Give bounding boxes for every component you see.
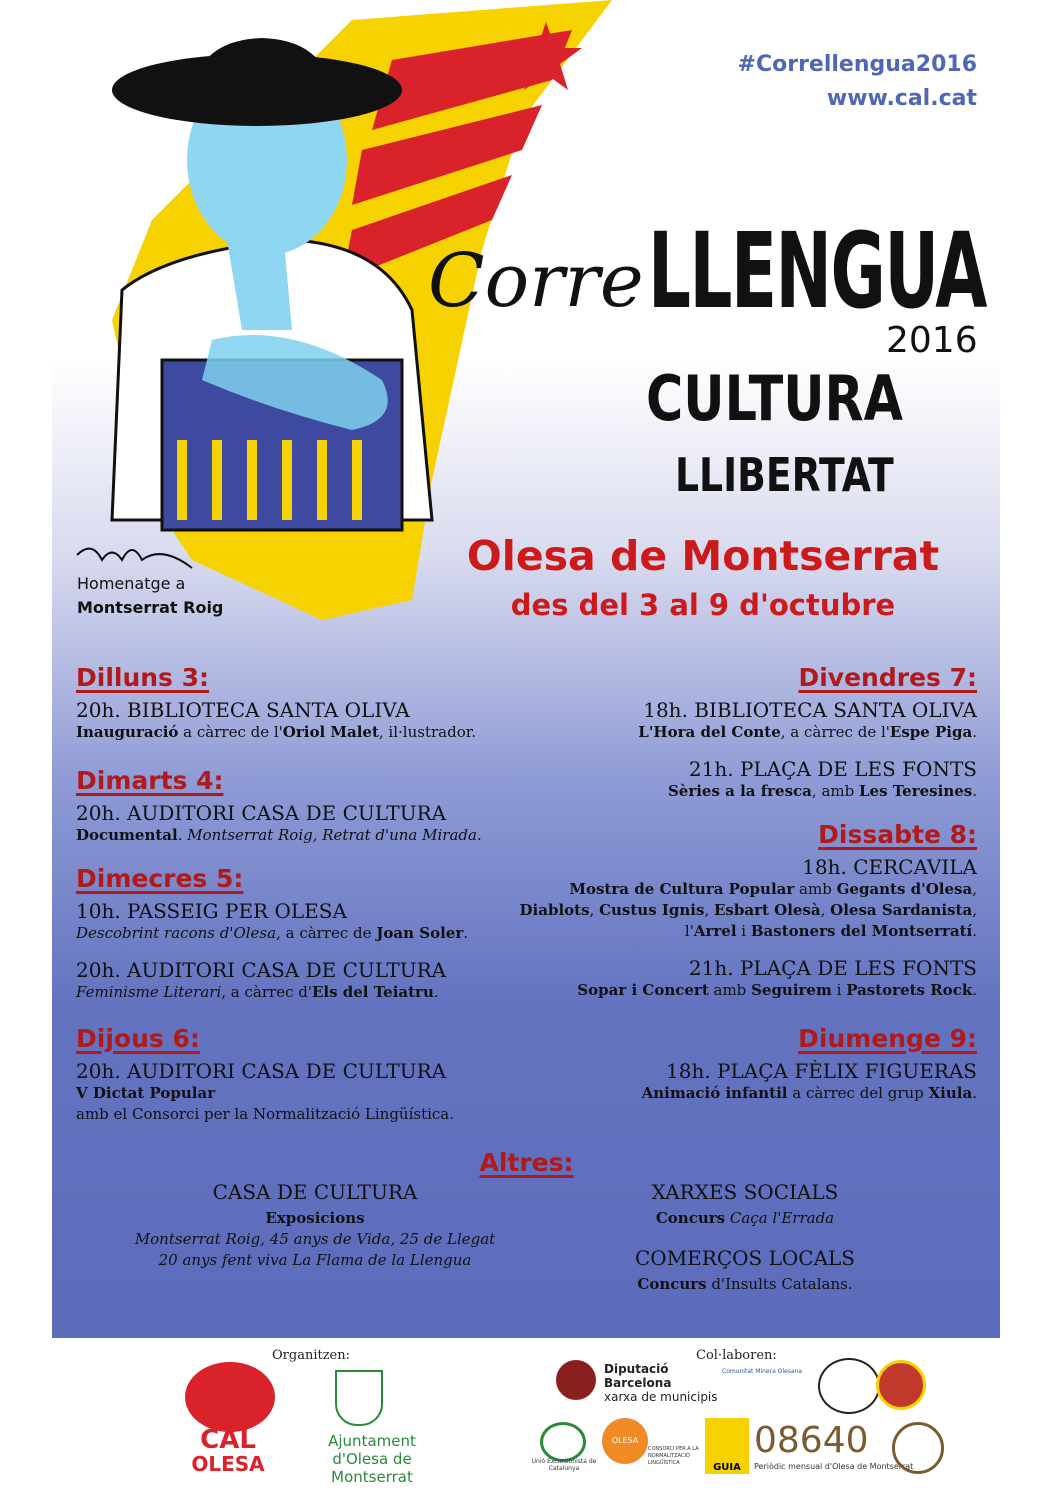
logo-year: 2016 xyxy=(886,320,978,361)
zip-sub: Periòdic mensual d'Olesa de Montserrat xyxy=(754,1462,914,1471)
cal-logo: CAL OLESA xyxy=(191,1425,265,1476)
crest-icon xyxy=(876,1360,926,1410)
website-link[interactable]: www.cal.cat xyxy=(826,86,977,111)
event-desc: l'Arrel i Bastoners del Montserratí. xyxy=(684,922,977,940)
comercos-title: COMERÇOS LOCALS xyxy=(635,1246,855,1270)
casa-line2: 20 anys fent viva La Flama de la Llengua xyxy=(158,1251,472,1269)
altres-xarxes xyxy=(560,1180,930,1229)
casa-line1: Montserrat Roig, 45 anys de Vida, 25 de Llegat xyxy=(134,1230,496,1248)
event-title: 20h. AUDITORI CASA DE CULTURA xyxy=(76,958,447,982)
zip-logo: 08640 xyxy=(754,1420,869,1461)
event-title: 21h. PLAÇA DE LES FONTS xyxy=(688,956,977,980)
day-heading: Diumenge 9: xyxy=(798,1024,977,1053)
day-block xyxy=(76,663,476,743)
event-desc: Animació infantil a càrrec del grup Xiula. xyxy=(641,1084,977,1102)
cal-logo-icon xyxy=(185,1362,275,1432)
event-title: 20h. AUDITORI CASA DE CULTURA xyxy=(76,1059,447,1083)
event-title: 10h. PASSEIG PER OLESA xyxy=(76,899,347,923)
radio-logo: OLESA RADIO xyxy=(602,1418,648,1464)
day-heading: Dilluns 3: xyxy=(76,663,210,692)
logo-corre: Corre xyxy=(428,238,644,324)
day-heading: Dissabte 8: xyxy=(818,820,977,849)
day-heading: Divendres 7: xyxy=(798,663,977,692)
event-title: 18h. BIBLIOTECA SANTA OLIVA xyxy=(643,698,977,722)
dates-subtitle: des del 3 al 9 d'octubre xyxy=(510,588,896,622)
day-block xyxy=(76,1024,454,1125)
casa-sub: Exposicions xyxy=(265,1209,365,1227)
signature xyxy=(77,549,192,568)
event-desc: amb el Consorci per la Normalització Lingüística. xyxy=(76,1105,455,1123)
day-heading: Dimecres 5: xyxy=(76,864,244,893)
event-desc: Sèries a la fresca, amb Les Teresines. xyxy=(667,782,977,800)
ajuntament-logo: Ajuntament d'Olesa de Montserrat xyxy=(328,1432,416,1486)
altres-casa xyxy=(120,1180,510,1271)
event-desc: Documental. Montserrat Roig, Retrat d'una Mirada. xyxy=(76,826,482,844)
seal-icon xyxy=(892,1422,944,1474)
event-title: 20h. BIBLIOTECA SANTA OLIVA xyxy=(76,698,410,722)
diputacio-icon xyxy=(556,1360,596,1400)
hashtag[interactable]: #Correllengua2016 xyxy=(737,52,977,77)
event-title: 20h. AUDITORI CASA DE CULTURA xyxy=(76,801,447,825)
event-desc: Diablots, Custus Ignis, Esbart Olesà, Olesa Sardanista, xyxy=(519,901,977,919)
figure-logo-icon xyxy=(818,1358,880,1414)
diputacio-logo: Diputació Barcelona xarxa de municipis xyxy=(604,1362,718,1404)
event-desc: Sopar i Concert amb Seguirem i Pastorets Rock. xyxy=(577,981,977,999)
event-desc: Descobrint racons d'Olesa, a càrrec de Joan Soler. xyxy=(76,924,469,942)
organitzen-label: Organitzen: xyxy=(272,1348,350,1363)
day-block xyxy=(642,1024,977,1104)
day-heading: Dimarts 4: xyxy=(76,766,224,795)
logo-llibertat: LLIBERTAT xyxy=(675,448,894,502)
uec-icon xyxy=(540,1422,586,1462)
altres-heading: Altres: xyxy=(479,1148,574,1177)
casa-title: CASA DE CULTURA xyxy=(212,1180,418,1204)
day-block xyxy=(76,766,482,846)
event-title: 21h. PLAÇA DE LES FONTS xyxy=(688,757,977,781)
day-heading: Dijous 6: xyxy=(76,1024,200,1053)
cpnl-logo: CONSORCI PER A LA NORMALITZACIÓ LINGÜÍSTICA xyxy=(648,1446,699,1466)
homage-line1: Homenatge a xyxy=(77,574,186,593)
comunitat-logo: Comunitat Minera Olesana xyxy=(722,1368,803,1375)
xarxes-desc: Concurs Caça l'Errada xyxy=(655,1209,835,1227)
homage-line2: Montserrat Roig xyxy=(77,598,224,617)
guia-logo: GUIA xyxy=(705,1418,749,1474)
event-desc: Feminisme Literari, a càrrec d'Els del Teiatru. xyxy=(76,983,439,1001)
event-desc: V Dictat Popular xyxy=(76,1084,216,1102)
event-desc: Inauguració a càrrec de l'Oriol Malet, il·lustrador. xyxy=(76,723,477,741)
day-block xyxy=(638,663,977,802)
day-block xyxy=(520,820,977,1001)
collaboren-label: Col·laboren: xyxy=(696,1348,777,1363)
logo-cultura: CULTURA xyxy=(646,362,904,435)
uec-logo: Unió Excursionista de Catalunya xyxy=(531,1458,597,1472)
comercos-desc: Concurs d'Insults Catalans. xyxy=(637,1275,853,1293)
xarxes-title: XARXES SOCIALS xyxy=(651,1180,839,1204)
logo-llengua: LLENGUA xyxy=(648,210,986,332)
altres-comercos xyxy=(560,1246,930,1295)
event-desc: L'Hora del Conte, a càrrec de l'Espe Piga. xyxy=(638,723,977,741)
event-desc: Mostra de Cultura Popular amb Gegants d'Olesa, xyxy=(569,880,977,898)
header-links xyxy=(738,48,977,116)
event-title: 18h. PLAÇA FÈLIX FIGUERAS xyxy=(666,1059,977,1083)
event-title: 18h. CERCAVILA xyxy=(802,855,977,879)
day-block xyxy=(76,864,468,1003)
town-title: Olesa de Montserrat xyxy=(466,532,940,580)
shield-icon xyxy=(335,1370,383,1426)
homage xyxy=(77,572,223,620)
